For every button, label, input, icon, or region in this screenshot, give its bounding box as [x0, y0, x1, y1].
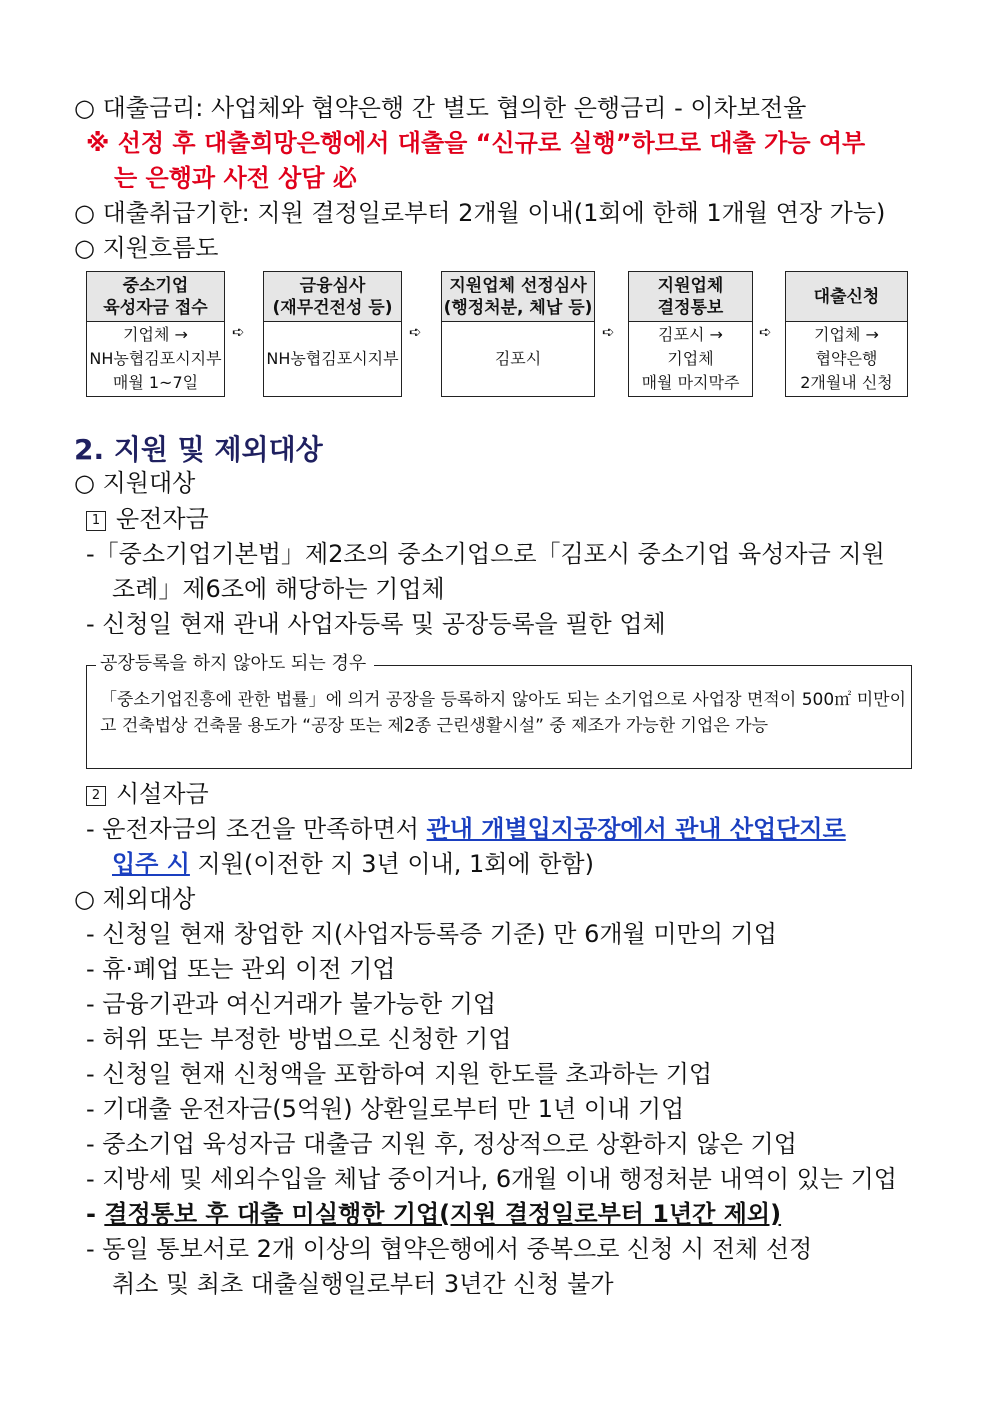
flow-label: ○ 지원흐름도 — [74, 234, 219, 262]
exclusion-item-cont: 취소 및 최초 대출실행일로부터 3년간 신청 불가 — [112, 1270, 614, 1298]
flow-step-body: 김포시 — [494, 349, 542, 368]
flow-step-title: 금융심사 (재무건전성 등) — [264, 272, 401, 322]
facility-highlight: 관내 개별입지공장에서 관내 산업단지로 — [426, 815, 846, 843]
section-heading: 2. 지원 및 제외대상 — [74, 433, 323, 466]
flow-arrow-icon: ➪ — [409, 323, 422, 341]
operating-fund-text: 운전자금 — [116, 505, 209, 533]
exclusion-item: - 기대출 운전자금(5억원) 상환일로부터 만 1년 이내 기업 — [86, 1095, 685, 1123]
notice-line-2: 는 은행과 사전 상담 必 — [114, 164, 357, 192]
exclusion-item: - 신청일 현재 신청액을 포함하여 지원 한도를 초과하는 기업 — [86, 1060, 713, 1088]
exclusion-item-bold — [86, 1198, 781, 1230]
flow-step-3 — [441, 271, 595, 397]
number-box: 2 — [86, 786, 106, 806]
notice-line-1: ※ 선정 후 대출희망은행에서 대출을 “신규로 실행”하므로 대출 가능 여부 — [86, 129, 866, 157]
flow-step-body: 기업체 → NH농협김포시지부 매월 1~7일 — [89, 325, 222, 392]
flow-arrow-icon: ➪ — [759, 323, 772, 341]
note-title: 공장등록을 하지 않아도 되는 경우 — [96, 652, 374, 676]
support-flowchart — [86, 271, 908, 401]
deadline-line: ○ 대출취급기한: 지원 결정일로부터 2개월 이내(1회에 한해 1개월 연장 가능) — [74, 199, 886, 227]
operating-fund-label — [86, 503, 209, 535]
target-label: ○ 지원대상 — [74, 469, 196, 497]
flow-step-title: 지원업체 결정통보 — [629, 272, 752, 322]
facility-line-1 — [86, 813, 846, 845]
flow-step-body: 기업체 → 협약은행 2개월내 신청 — [800, 325, 893, 392]
flow-step-body: NH농협김포시지부 — [266, 349, 399, 368]
flow-arrow-icon: ➪ — [232, 323, 245, 341]
flow-step-5 — [785, 271, 908, 397]
flow-step-title: 지원업체 선정심사 (행정처분, 체납 등) — [442, 272, 594, 322]
number-box: 1 — [86, 511, 106, 531]
exclusion-item: - 신청일 현재 창업한 지(사업자등록증 기준) 만 6개월 미만의 기업 — [86, 920, 777, 948]
note-text: 「중소기업진흥에 관한 법률」에 의거 공장을 등록하지 않아도 되는 소기업으로 사업장 면적이 500㎡ 미만이고 건축법상 건축물 용도가 “공장 또는 제2종 근린생활시설” 중 제조가 가능한 기업은 가능 — [100, 690, 906, 736]
flow-step-2 — [263, 271, 402, 397]
flow-step-4 — [628, 271, 753, 397]
flow-step-title: 대출신청 — [786, 272, 907, 322]
flow-step-title: 중소기업 육성자금 접수 — [87, 272, 224, 322]
op-item-1b: 조례」제6조에 해당하는 기업체 — [112, 575, 445, 603]
exclusion-bold-text: 결정통보 후 대출 미실행한 기업(지원 결정일로부터 1년간 제외) — [104, 1200, 782, 1228]
exclusion-item: - 휴·폐업 또는 관외 이전 기업 — [86, 955, 396, 983]
facility-line-2 — [112, 848, 594, 880]
op-item-1a: -「중소기업기본법」제2조의 중소기업으로「김포시 중소기업 육성자금 지원 — [86, 540, 885, 568]
facility-highlight: 입주 시 — [112, 850, 190, 878]
facility-prefix: - 운전자금의 조건을 만족하면서 — [86, 815, 427, 843]
exclude-label: ○ 제외대상 — [74, 885, 196, 913]
facility-fund-text: 시설자금 — [116, 780, 209, 808]
exclusion-item: - 중소기업 육성자금 대출금 지원 후, 정상적으로 상환하지 않은 기업 — [86, 1130, 797, 1158]
exclusion-item: - 금융기관과 여신거래가 불가능한 기업 — [86, 990, 497, 1018]
facility-fund-label — [86, 778, 209, 810]
flow-step-body: 김포시 → 기업체 매월 마지막주 — [641, 325, 740, 392]
op-item-2: - 신청일 현재 관내 사업자등록 및 공장등록을 필한 업체 — [86, 610, 666, 638]
dash: - — [86, 1200, 105, 1228]
loan-rate-line: ○ 대출금리: 사업체와 협약은행 간 별도 협의한 은행금리 - 이차보전율 — [74, 94, 807, 122]
flow-step-1 — [86, 271, 225, 397]
exclusion-item: - 허위 또는 부정한 방법으로 신청한 기업 — [86, 1025, 512, 1053]
flow-arrow-icon: ➪ — [602, 323, 615, 341]
exclusion-item: - 동일 통보서로 2개 이상의 협약은행에서 중복으로 신청 시 전체 선정 — [86, 1235, 813, 1263]
facility-suffix: 지원(이전한 지 3년 이내, 1회에 한함) — [189, 850, 594, 878]
exclusion-item: - 지방세 및 세외수입을 체납 중이거나, 6개월 이내 행정처분 내역이 있는 기업 — [86, 1165, 897, 1193]
